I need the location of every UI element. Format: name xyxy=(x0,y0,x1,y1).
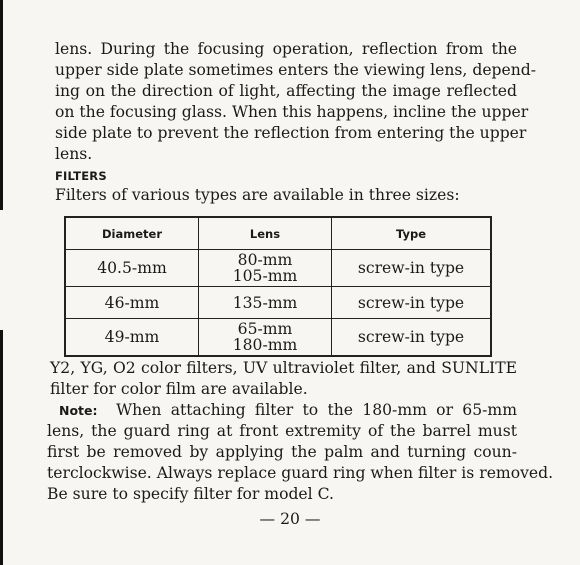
lens-cell xyxy=(199,319,332,356)
lens-value: 180-mm xyxy=(232,335,298,354)
note-label: Note: xyxy=(59,403,98,418)
lens-cell xyxy=(199,250,332,287)
lens-value: 105-mm xyxy=(232,267,298,285)
text-line xyxy=(47,400,517,421)
note-first-line: When attaching filter to the 180-mm or 65-mm xyxy=(116,401,517,419)
color-filter-paragraph xyxy=(50,358,517,400)
lens-cell xyxy=(199,287,332,319)
lens-value: 80-mm xyxy=(237,251,293,269)
text-line: terclockwise. Always replace guard ring when filter is removed. xyxy=(47,464,554,482)
text-line: first be removed by applying the palm and turning coun- xyxy=(47,443,517,461)
table-header-row xyxy=(65,217,491,250)
section-heading: FILTERS xyxy=(55,169,107,183)
text-line: lens. During the focusing operation, reflection from the xyxy=(55,40,517,58)
text-line: Y2, YG, O2 color filters, UV ultraviolet filter, and SUNLITE xyxy=(50,359,517,377)
column-header: Diameter xyxy=(65,217,199,250)
intro-paragraph xyxy=(55,39,537,206)
type-cell: screw-in type xyxy=(332,250,492,287)
diameter-cell: 49-mm xyxy=(65,319,199,356)
text-line: ing on the direction of light, affecting the image reflected xyxy=(55,82,517,100)
binding-edge-mark xyxy=(0,330,3,565)
text-line: Be sure to specify filter for model C. xyxy=(47,485,334,503)
lens-value: 135-mm xyxy=(232,293,298,312)
page-number: — 20 — xyxy=(259,510,321,528)
text-line: on the focusing glass. When this happens, incline the upper xyxy=(55,103,529,121)
type-cell: screw-in type xyxy=(332,287,492,319)
text-line: lens, the guard ring at front extremity of the barrel must xyxy=(47,422,517,440)
table-row xyxy=(65,319,491,356)
text-line: filter for color film are available. xyxy=(50,380,308,398)
filters-intro: Filters of various types are available in three sizes: xyxy=(55,186,460,204)
type-cell: screw-in type xyxy=(332,319,492,356)
binding-edge-mark xyxy=(0,0,3,210)
text-line: lens. xyxy=(55,145,93,163)
column-header: Type xyxy=(332,217,492,250)
note-paragraph xyxy=(47,400,554,505)
column-header: Lens xyxy=(199,217,332,250)
lens-value: 65-mm xyxy=(237,319,293,338)
text-line: upper side plate sometimes enters the viewing lens, depend- xyxy=(55,61,537,79)
table-row xyxy=(65,250,491,287)
text-line: side plate to prevent the reflection from entering the upper xyxy=(55,124,527,142)
diameter-cell: 40.5-mm xyxy=(65,250,199,287)
table-row xyxy=(65,287,491,319)
diameter-cell: 46-mm xyxy=(65,287,199,319)
filter-table xyxy=(64,216,492,357)
